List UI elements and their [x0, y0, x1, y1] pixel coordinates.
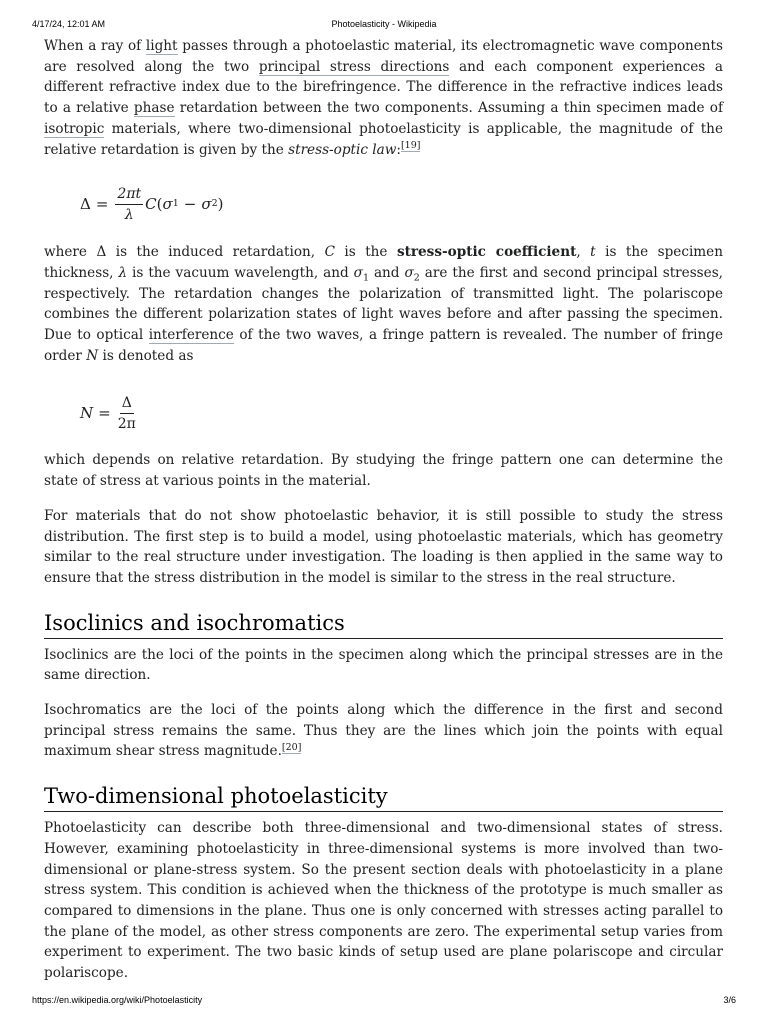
paragraph-fringe-pattern: which depends on relative retardation. By studying the fringe pattern one can determine the state of stress at various points in the material. [44, 452, 723, 490]
paragraph-retardation-definition: where Δ is the induced retardation, C is the stress-optic coefficient, t is the specimen thickness, λ is the vacuum wavelength, and $\sigma_1$ and $\sigma_2$ are the first and second principal stresses, respectively. The retardation changes the polarization of transmitted light. The polariscope combines the different polarization states of light waves before and after passing the specimen. Due to optical interference of the two waves, a fringe pattern is revealed. The number of fringe order N is denoted as [44, 244, 723, 364]
link-isotropic[interactable]: isotropic [44, 120, 105, 137]
link-light[interactable]: light [145, 38, 178, 54]
heading-two-dimensional-photoelasticity: Two-dimensional photoelasticity [44, 782, 723, 812]
paragraph-stress-optic-law: When a ray of light passes through a photoelastic material, its electromagnetic wave components are resolved along the two principal stress directions and each component experiences a different refractive index due to the birefringence. The difference in the refractive indices leads to a relative phase retardation between the two components. Assuming a thin specimen made of isotropic materials, where two-dimensional photoelasticity is applicable, the magnitude of the relative retardation is given by the stress-optic law:[19] [44, 38, 724, 158]
article-content [44, 36, 723, 998]
paragraph-isoclinics: Isoclinics are the loci of the points in the specimen along which the principal stresses are in the same direction. [44, 646, 723, 684]
paragraph-model-building: For materials that do not show photoelastic behavior, it is still possible to study the stress distribution. The first step is to build a model, using photoelastic materials, which has geometry similar to the real structure under investigation. The loading is then applied in the same way to ensure that the stress distribution in the model is similar to the stress in the real structure. [44, 507, 723, 586]
equation-fringe-order: N = $\frac{\Delta}{2\pi}$ [80, 394, 136, 432]
print-url: https://en.wikipedia.org/wiki/Photoelasticity [32, 995, 203, 1005]
reference-20[interactable]: [20] [281, 741, 302, 753]
print-page-number: 3/6 [723, 995, 736, 1005]
paragraph-plane-stress: Photoelasticity can describe both three-dimensional and two-dimensional states of stress. However, examining photoelasticity in three-dimensional systems is more involved than two-dimensional or plane-stress system. So the present section deals with photoelasticity in a plane stress system. This condition is achieved when the thickness of the prototype is much smaller as compared to dimensions in the plane. Thus one is only concerned with stresses acting parallel to the plane of the model, as other stress components are zero. The experimental setup varies from experiment to experiment. The two basic kinds of setup used are plane polariscope and circular polariscope. [44, 820, 723, 982]
equation-stress-optic-law: Δ = $\frac{2\pi t}{\lambda}$ C ( σ 1 − σ 2 ) [80, 185, 224, 223]
reference-19[interactable]: [19] [400, 139, 421, 151]
print-datetime: 4/17/24, 12:01 AM [32, 19, 106, 29]
heading-isoclinics-isochromatics: Isoclinics and isochromatics [44, 609, 723, 639]
print-page-title: Photoelasticity - Wikipedia [331, 19, 437, 29]
italic-stress-optic-law: stress-optic law [288, 141, 397, 158]
print-header [32, 19, 736, 31]
print-footer [32, 995, 736, 1007]
equation-fraction: $\frac{2\pi t}{\lambda}$ [117, 185, 142, 223]
link-principal-stress-directions[interactable]: principal stress directions [258, 58, 450, 75]
paragraph-isochromatics: Isochromatics are the loci of the points along which the difference in the first and second principal stress remains the same. Thus they are the lines which join the points with equal maximum shear stress magnitude.[20] [44, 702, 723, 760]
link-phase[interactable]: phase [133, 100, 175, 117]
bold-stress-optic-coefficient: stress-optic coefficient [396, 244, 577, 261]
link-interference[interactable]: interference [148, 327, 234, 344]
equation-fraction: $\frac{\Delta}{2\pi}$ [117, 394, 136, 432]
